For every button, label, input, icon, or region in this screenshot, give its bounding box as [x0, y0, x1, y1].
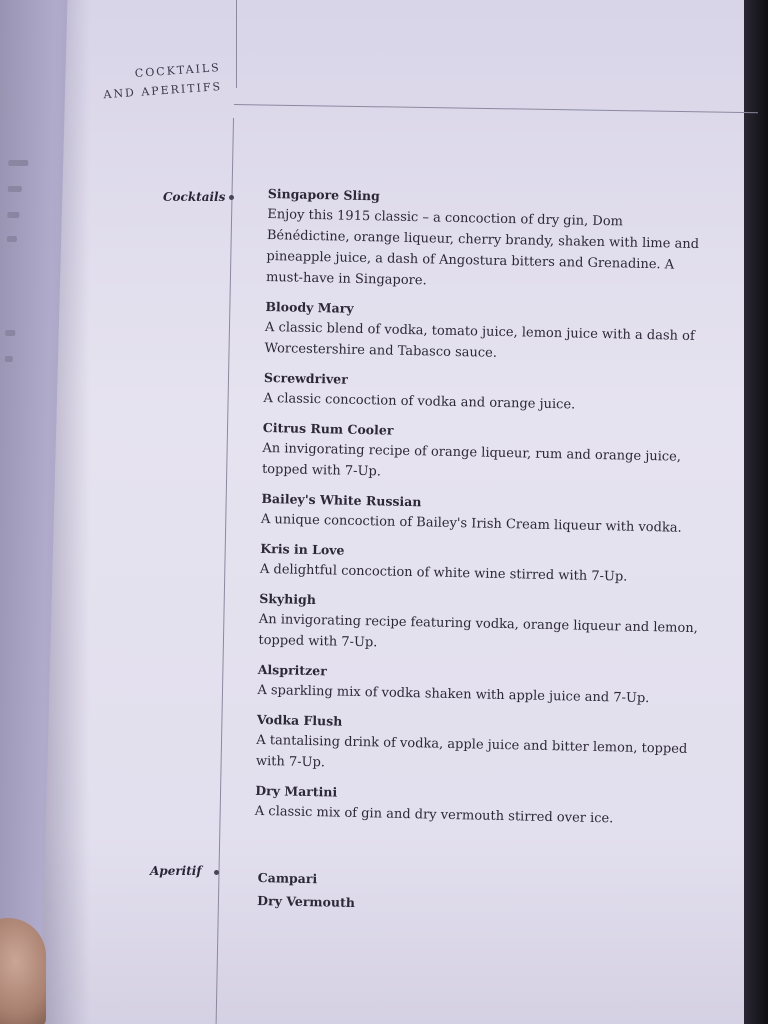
item-description: Enjoy this 1915 classic – a concoction of dry gin, Dom Bénédictine, orange liqueur, cherry brandy, shaken with lime and pineapple juice, a dash of Angostura bitters and Grenadine. A must-have in Singapore. [265, 206, 700, 289]
item-name: Singapore Sling [267, 185, 380, 204]
item-name: Alspritzer [257, 661, 327, 679]
aperitif-item: Campari [257, 869, 318, 887]
item-name: Skyhigh [259, 590, 317, 608]
item-description: An invigorating recipe of orange liqueur, rum and orange juice, topped with 7-Up. [261, 440, 682, 480]
section-marker-cocktails [229, 195, 234, 200]
menu-item [266, 184, 708, 297]
menu-item [260, 539, 701, 589]
cocktail-list [254, 184, 707, 840]
aperitif-item: Dry Vermouth [257, 892, 356, 911]
heading-line-1: COCKTAILS [134, 60, 222, 80]
menu-item [264, 297, 705, 368]
item-name: Screwdriver [263, 369, 348, 387]
menu-item [255, 781, 696, 831]
item-name: Bloody Mary [265, 298, 354, 316]
menu-item [258, 589, 699, 660]
menu-item [263, 368, 704, 418]
item-description: A classic blend of vodka, tomato juice, lemon juice with a dash of Worcestershire and Tabasco sauce. [264, 319, 695, 361]
section-label-cocktails: Cocktails [163, 190, 226, 204]
seat-background [744, 0, 768, 1024]
item-name: Vodka Flush [256, 711, 343, 729]
item-description: A tantalising drink of vodka, apple juice and bitter lemon, topped with 7-Up. [255, 732, 688, 771]
aperitif-list [257, 866, 558, 918]
item-name: Bailey's White Russian [261, 490, 422, 510]
column-divider-top [236, 0, 237, 88]
section-marker-aperitif [214, 870, 219, 875]
item-description: A unique concoction of Bailey's Irish Cream liqueur with vodka. [260, 511, 682, 536]
heading-line-2: AND APERITIFS [103, 79, 223, 102]
menu-item [257, 660, 698, 710]
menu-item [261, 489, 702, 539]
item-description: An invigorating recipe featuring vodka, orange liqueur and lemon, topped with 7-Up. [258, 611, 698, 651]
item-description: A delightful concoction of white wine stirred with 7-Up. [259, 561, 628, 585]
menu-item [256, 710, 697, 781]
item-description: A classic mix of gin and dry vermouth stirred over ice. [254, 803, 614, 827]
item-name: Citrus Rum Cooler [262, 419, 394, 438]
item-description: A sparkling mix of vodka shaken with apple juice and 7-Up. [257, 682, 650, 707]
menu-item [262, 418, 703, 489]
item-name: Dry Martini [255, 782, 338, 800]
item-description: A classic concoction of vodka and orange juice. [263, 390, 576, 413]
item-name: Kris in Love [260, 540, 345, 558]
section-label-aperitif: Aperitif [150, 864, 202, 878]
thumb [0, 918, 46, 1024]
